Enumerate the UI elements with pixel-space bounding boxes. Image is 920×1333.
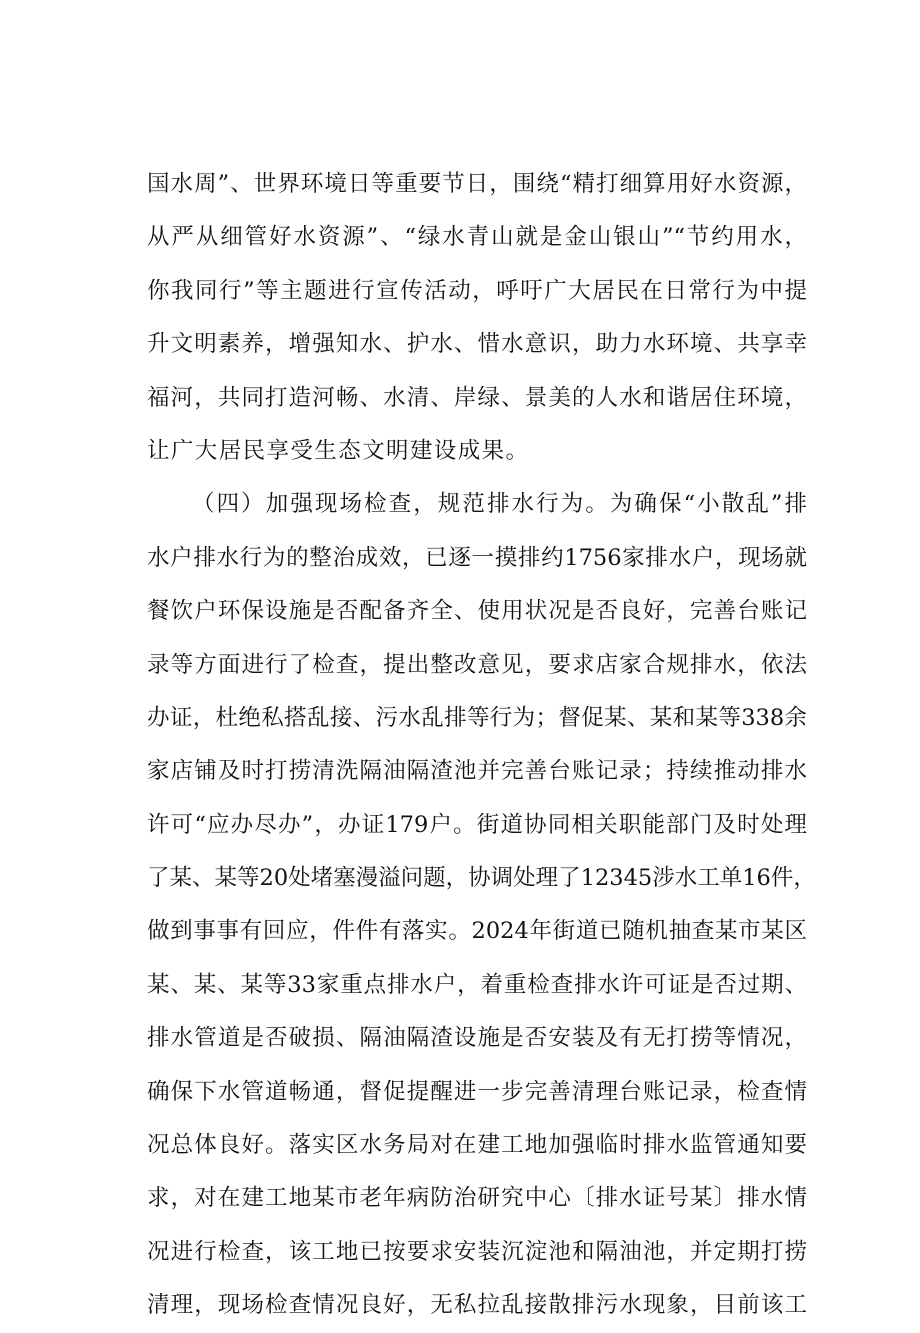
text-line: 了某、某等20处堵塞漫溢问题，协调处理了12345涉水工单16件，: [147, 865, 816, 892]
section-heading-line: （四）加强现场检查，规范排水行为。为确保“小散乱”排: [192, 491, 807, 518]
text-line: 餐饮户环保设施是否配备齐全、使用状况是否良好，完善台账记: [147, 598, 807, 625]
text-line: 水户排水行为的整治成效，已逐一摸排约1756家排水户，现场就: [147, 544, 807, 571]
text-line: 你我同行”等主题进行宣传活动，呼吁广大居民在日常行为中提: [147, 277, 807, 304]
text-line: 办证，杜绝私搭乱接、污水乱排等行为；督促某、某和某等338余: [147, 704, 807, 731]
text-line: 国水周”、世界环境日等重要节日，围绕“精打细算用好水资源，: [147, 171, 807, 197]
text-line: 福河，共同打造河畅、水清、岸绿、景美的人水和谐居住环境，: [147, 384, 807, 411]
text-line: 家店铺及时打捞清洗隔油隔渣池并完善台账记录；持续推动排水: [147, 758, 807, 785]
text-line: 许可“应办尽办”，办证179户。街道协同相关职能部门及时处理: [147, 811, 807, 838]
text-line: 况总体良好。落实区水务局对在建工地加强临时排水监管通知要: [147, 1132, 807, 1159]
document-body: [147, 158, 816, 1333]
text-line: 从严从细管好水资源”、“绿水青山就是金山银山”“节约用水，: [147, 224, 807, 251]
text-line: 排水管道是否破损、隔油隔渣设施是否安装及有无打捞等情况，: [147, 1025, 807, 1052]
text-line: 况进行检查，该工地已按要求安装沉淀池和隔油池，并定期打捞: [147, 1238, 807, 1265]
text-line: 求，对在建工地某市老年病防治研究中心〔排水证号某〕排水情: [147, 1185, 807, 1212]
text-line: 某、某、某等33家重点排水户，着重检查排水许可证是否过期、: [147, 971, 807, 998]
text-line: 清理，现场检查情况良好，无私拉乱接散排污水现象，目前该工: [147, 1292, 807, 1319]
text-line: 做到事事有回应，件件有落实。2024年街道已随机抽查某市某区: [147, 918, 807, 945]
text-line: 确保下水管道畅通，督促提醒进一步完善清理台账记录，检查情: [147, 1078, 807, 1105]
text-line: 录等方面进行了检查，提出整改意见，要求店家合规排水，依法: [147, 651, 807, 678]
paragraph-last-line: 让广大居民享受生态文明建设成果。: [147, 437, 530, 464]
text-line: 升文明素养，增强知水、护水、惜水意识，助力水环境、共享幸: [147, 331, 807, 358]
